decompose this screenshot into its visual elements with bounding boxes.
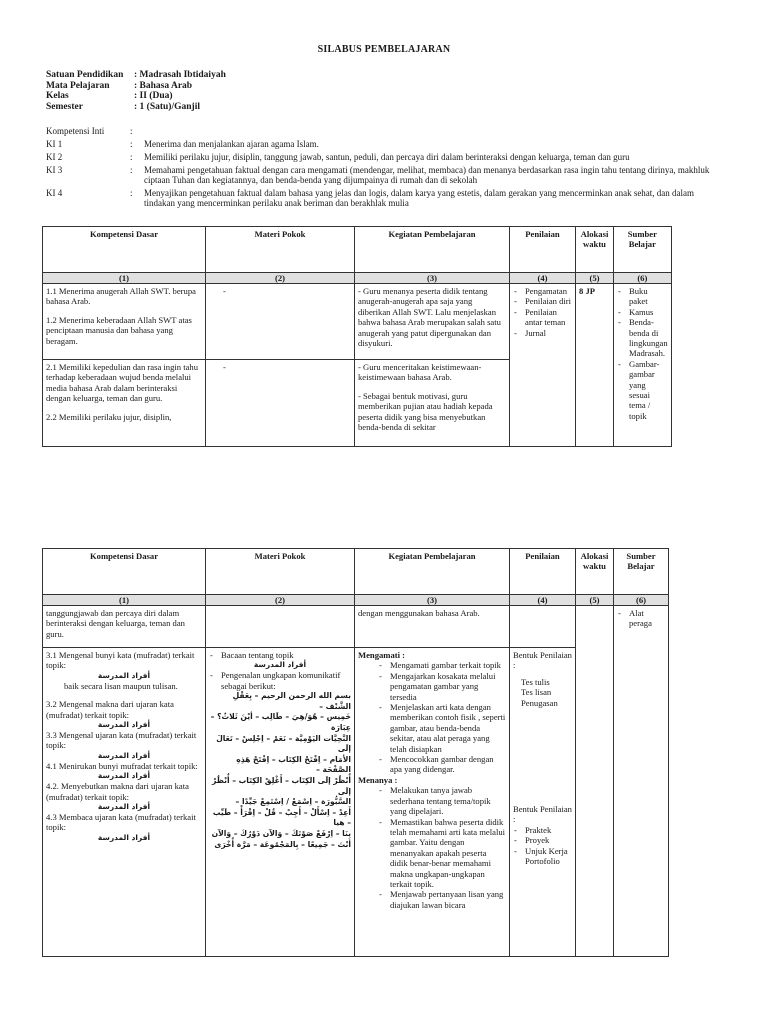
- materi-cell: [206, 648, 355, 957]
- kd-cell: [43, 606, 206, 648]
- list-item: - Memastikan bahwa peserta didik telah memahami arti kata melalui gambar. Yaitu dengan menanyakan apakah peserta didik benar-benar memahami makna ungkapan-ungkapan terkait topik.: [388, 817, 506, 890]
- column-number: (5): [576, 273, 614, 284]
- assessment-label: Bentuk Penilaian :: [513, 804, 572, 825]
- kegiatan-cell: [355, 284, 510, 360]
- column-number: (1): [43, 273, 206, 284]
- list-item: - Gambar-gambar yang sesuai tema / topik: [627, 359, 668, 421]
- meta-label: Semester: [46, 101, 83, 112]
- kd-item: 4.3 Membaca ujaran kata (mufradat) terkait topik:: [46, 812, 196, 833]
- ki-text: Memiliki perilaku jujur, disiplin, tanggung jawab, santun, peduli, dan percaya diri dalam berinteraksi dengan keluarga, teman dan guru: [144, 152, 630, 162]
- ki-row: [46, 165, 726, 185]
- materi-text: -: [223, 286, 226, 296]
- arabic-topic: أفراد المدرسة: [97, 832, 151, 842]
- column-number: (6): [614, 273, 672, 284]
- table-row: [43, 606, 669, 648]
- arabic-expression: النَّحِيَّات اليَوْمِيَّة – نَعَمْ – اِجْلِسْ – تَعَالَ إلَى: [216, 733, 351, 754]
- list-item: - Alat peraga: [627, 608, 665, 629]
- kd-extra: baik secara lisan maupun tulisan.: [64, 680, 178, 691]
- header-kegiatan: Kegiatan Pembelajaran: [355, 549, 510, 595]
- meta-value: : Bahasa Arab: [134, 80, 193, 91]
- list-item: - Menjawab pertanyaan lisan yang diajukan lawan bicara: [388, 889, 506, 910]
- column-number: (2): [206, 273, 355, 284]
- list-item: - Praktek: [523, 825, 572, 835]
- meta-row: [46, 102, 226, 113]
- header-alokasi: Alokasi waktu: [576, 227, 614, 273]
- list-item: - Unjuk Kerja Portofolio: [523, 846, 572, 867]
- kd-cell: [43, 648, 206, 957]
- list-item: - Bacaan tentang topik: [219, 650, 351, 660]
- list-item: - Mengamati gambar terkait topik: [388, 660, 506, 670]
- alokasi-value: 8 JP: [579, 286, 595, 296]
- column-number: (5): [576, 595, 614, 606]
- list-item: - Penilaian diri: [523, 296, 572, 306]
- header-kegiatan: Kegiatan Pembelajaran: [355, 227, 510, 273]
- ki-row: [46, 152, 726, 162]
- column-number: (4): [510, 595, 576, 606]
- header-row: [43, 549, 669, 595]
- alokasi-cell: [576, 606, 614, 957]
- ki-label: Kompetensi Inti: [46, 126, 105, 136]
- section-label: Mengamati :: [358, 650, 406, 660]
- identity-block: [46, 70, 226, 112]
- ki-row: [46, 188, 726, 208]
- ki-colon: :: [130, 126, 133, 136]
- syllabus-table-1: [42, 226, 672, 447]
- meta-label: Mata Pelajaran: [46, 80, 110, 91]
- kd-item: 3.3 Mengenal ujaran kata (mufradat) terkait topik:: [46, 730, 197, 751]
- arabic-expression: الأمَام – اِفْتَحْ الكِتَاب – اِفْتَحْ هَذِهِ الصَّفْحَة –: [236, 754, 351, 775]
- kd-item: 2.2 Memiliki perilaku jujur, disiplin,: [46, 411, 172, 422]
- meta-label: Kelas: [46, 91, 69, 101]
- list-item: - Penilaian antar teman: [523, 307, 572, 328]
- list-item: - Mencocokkan gambar dengan apa yang didengar.: [388, 754, 506, 775]
- penilaian-cell: [510, 606, 576, 648]
- arabic-topic: أفراد المدرسة: [97, 802, 151, 812]
- header-alokasi: Alokasi waktu: [576, 549, 614, 595]
- section-label: Menanya :: [358, 774, 398, 785]
- header-penilaian: Penilaian: [510, 549, 576, 595]
- arabic-expression: بِنَا – اِرْفَعْ صَوْتَكَ – وَالآن دَوْرُكَ – وَالآن: [211, 828, 351, 838]
- meta-row: [46, 81, 226, 92]
- materi-text: -: [223, 362, 226, 372]
- kd-item: 1.1 Menerima anugerah Allah SWT. berupa bahasa Arab.: [46, 286, 196, 307]
- table-row: [43, 648, 669, 957]
- alokasi-cell: [576, 284, 614, 447]
- list-item: - Melakukan tanya jawab sederhana tentang tema/topik yang dipelajari.: [388, 785, 506, 816]
- kegiatan-text: - Guru menanya peserta didik tentang anugerah-anugerah apa saja yang diberikan Allah SWT. Lalu menjelaskan bahwa bahasa Arab merupakan salah satu anugerah yang patut dipergunakan dan disyukuri.: [358, 286, 501, 349]
- list-item: Tes lisan: [521, 687, 552, 698]
- list-item: - Buku paket: [627, 286, 668, 307]
- list-item: - Kamus: [627, 307, 668, 317]
- meta-row: [46, 91, 226, 102]
- header-materi-pokok: Materi Pokok: [206, 227, 355, 273]
- list-item: - Proyek: [523, 835, 572, 845]
- table-row: [43, 284, 672, 360]
- header-kompetensi-dasar: Kompetensi Dasar: [43, 549, 206, 595]
- sumber-cell: [614, 284, 672, 447]
- list-item: Penugasan: [521, 697, 558, 708]
- arabic-expression: أنْتَ – جَمِيعًا – بِالمَجْمُوعَة – مَرَّة أُخْرَى: [214, 839, 351, 849]
- meta-value: : II (Dua): [134, 91, 173, 101]
- header-kompetensi-dasar: Kompetensi Dasar: [43, 227, 206, 273]
- arabic-topic: أفراد المدرسة: [97, 720, 151, 730]
- header-sumber: Sumber Belajar: [614, 227, 672, 273]
- ki-colon: :: [130, 139, 133, 149]
- list-item: - Benda-benda di lingkungan Madrasah.: [627, 317, 668, 359]
- kegiatan-cell: [355, 360, 510, 447]
- arabic-topic: أفراد المدرسة: [253, 660, 307, 670]
- kd-item: 3.2 Mengenal makna dari ujaran kata (mufradat) terkait topik:: [46, 699, 174, 720]
- sumber-cell: [614, 606, 669, 957]
- ki-text: [144, 126, 726, 136]
- arabic-expression: خَمِيس – هُوَ/هِيَ – طَالِب – أيْنَ ثَلاثٌ؟ – عِبَارَة: [210, 712, 351, 732]
- list-item: - Menjelaskan arti kata dengan memberikan contoh fisik , seperti gambar, atau benda-benda sekitar, atau alat peraga yang telah disiapkan: [388, 702, 506, 754]
- ki-row: [46, 139, 726, 149]
- materi-cell: [206, 284, 355, 360]
- ki-label: KI 4: [46, 188, 63, 198]
- materi-cell: [206, 606, 355, 648]
- meta-value: : Madrasah Ibtidaiyah: [134, 70, 226, 80]
- list-item: - Pengamatan: [523, 286, 572, 296]
- ki-text: Memahami pengetahuan faktual dengan cara mengamati (mendengar, melihat, membaca) dan menanya berdasarkan rasa ingin tahu tentang dirinya, makhluk ciptaan Tuhan dan kegiatannya, dan benda-benda yang dijumpainya di rumah dan di sekolah: [144, 165, 710, 185]
- kegiatan-cell: [355, 606, 510, 648]
- header-row: [43, 227, 672, 273]
- column-number: (2): [206, 595, 355, 606]
- list-item: Tes tulis: [521, 676, 550, 687]
- core-competencies: [46, 126, 726, 211]
- arabic-expression: أُنْظُرْ إلَى الكِتَاب – أَغْلِقْ الكِتَاب – أُنْظُرْ إلَى: [211, 775, 351, 796]
- kd-cell: [43, 360, 206, 447]
- column-number: (3): [355, 273, 510, 284]
- column-number-row: [43, 273, 672, 284]
- kegiatan-text: - Sebagai bentuk motivasi, guru memberikan pujian atau hadiah kepada peserta didik yang bisa menyebutkan benda-benda di sekitar: [358, 390, 493, 433]
- arabic-topic: أفراد المدرسة: [97, 670, 151, 680]
- arabic-expression: أَعِدْ – اِسْأَلْ – أَجِبْ – قُلْ – اِقْرَأْ – طَيِّب – هيا: [212, 807, 351, 828]
- ki-row: [46, 126, 726, 136]
- column-number-row: [43, 595, 669, 606]
- page-title: SILABUS PEMBELAJARAN: [317, 44, 451, 55]
- list-item: - Jurnal: [523, 328, 572, 338]
- kd-cell: [43, 284, 206, 360]
- column-number: (1): [43, 595, 206, 606]
- materi-cell: [206, 360, 355, 447]
- header-penilaian: Penilaian: [510, 227, 576, 273]
- meta-label: Satuan Pendidikan: [46, 70, 124, 80]
- list-item: - Mengajarkan kosakata melalui pengamatan gambar yang tersedia: [388, 671, 506, 702]
- ki-label: KI 2: [46, 152, 63, 162]
- kd-item: 4.1 Menirukan bunyi mufradat terkait topik:: [46, 760, 198, 771]
- kd-item: 3.1 Mengenal bunyi kata (mufradat) terkait topik:: [46, 650, 195, 671]
- ki-colon: :: [130, 165, 133, 175]
- assessment-label: Bentuk Penilaian :: [513, 650, 572, 671]
- ki-colon: :: [130, 152, 133, 162]
- column-number: (3): [355, 595, 510, 606]
- ki-label: KI 3: [46, 165, 63, 175]
- column-number: (6): [614, 595, 669, 606]
- syllabus-table-2: [42, 548, 669, 957]
- kd-item: 2.1 Memiliki kepedulian dan rasa ingin tahu terhadap keberadaan wujud benda melalui media bahasa Arab dalam berinteraksi dengan keluarga, teman dan guru.: [46, 362, 199, 404]
- list-item: - Pengenalan ungkapan komunikatif sebagai berikut:: [219, 670, 351, 691]
- column-number: (4): [510, 273, 576, 284]
- meta-value: : 1 (Satu)/Ganjil: [134, 101, 200, 112]
- kd-item: 1.2 Menerima keberadaan Allah SWT atas penciptaan manusia dan bahasa yang beragam.: [46, 314, 192, 346]
- ki-text: Menerima dan menjalankan ajaran agama Islam.: [144, 139, 319, 149]
- kd-item: tanggungjawab dan percaya diri dalam berinteraksi dengan keluarga, teman dan guru.: [46, 608, 185, 639]
- kd-item: 4.2. Menyebutkan makna dari ujaran kata (mufradat) terkait topik:: [46, 781, 189, 802]
- arabic-topic: أفراد المدرسة: [97, 771, 151, 781]
- header-sumber: Sumber Belajar: [614, 549, 669, 595]
- arabic-expression: السَّبُّورَة – اِسْمَعْ / اِسْتَمِعْ جَيِّدًا –: [235, 797, 351, 807]
- header-materi-pokok: Materi Pokok: [206, 549, 355, 595]
- meta-row: [46, 70, 226, 81]
- ki-label: KI 1: [46, 139, 63, 149]
- ki-text: Menyajikan pengetahuan faktual dalam bahasa yang jelas dan logis, dalam karya yang estetis, dalam gerakan yang mencerminkan anak sehat, dan dalam tindakan yang mencerminkan perilaku anak beriman dan berakhlak mulia: [144, 188, 695, 208]
- penilaian-cell: [510, 648, 576, 957]
- kegiatan-text: - Guru menceritakan keistimewaan-keistimewaan bahasa Arab.: [358, 362, 482, 383]
- kegiatan-text: dengan menggunakan bahasa Arab.: [358, 608, 480, 618]
- arabic-expression: بسم الله الرحمن الرحيم – بِعَقْلِ الشَّنْف –: [232, 691, 351, 711]
- penilaian-cell: [510, 284, 576, 447]
- ki-colon: :: [130, 188, 133, 198]
- kegiatan-cell: [355, 648, 510, 957]
- arabic-topic: أفراد المدرسة: [97, 750, 151, 760]
